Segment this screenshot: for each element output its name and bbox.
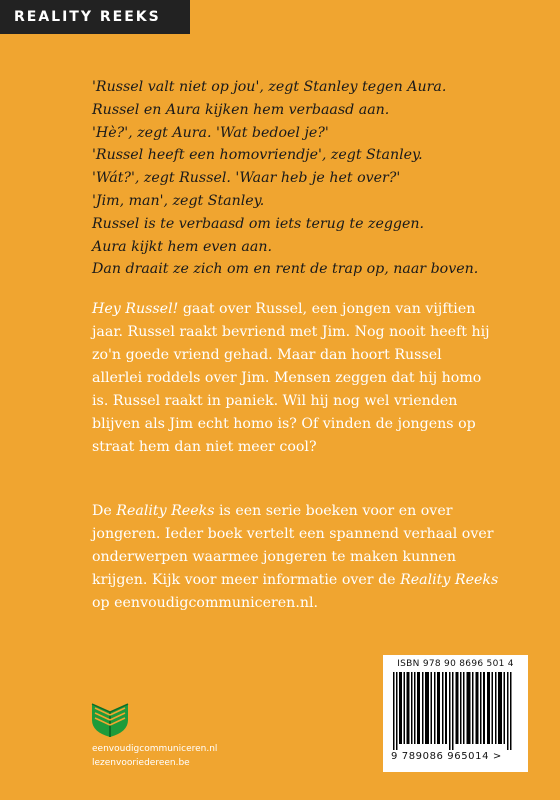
series-info-text: De <box>92 503 117 519</box>
barcode-bars <box>391 672 520 750</box>
excerpt-line: 'Jim, man', zegt Stanley. <box>92 192 265 209</box>
book-blurb <box>92 298 492 459</box>
barcode <box>383 655 528 772</box>
series-name: Reality Reeks <box>400 572 499 588</box>
series-info-text: op eenvoudigcommuniceren.nl. <box>92 595 319 611</box>
blurb-text: gaat over Russel, een jongen van vijftien jaar. Russel raakt bevriend met Jim. Nog nooit heeft hij zo'n goede vriend gehad. Maar dan hoort Russel allerlei roddels over Jim. Mensen zeggen dat hij homo is. Russel raakt in paniek. Wil hij nog wel vrienden blijven als Jim echt homo is? Of vinden de jongens op straat hem dan niet meer cool? <box>92 301 490 455</box>
publisher-link[interactable]: eenvoudigcommuniceren.nl <box>92 744 218 754</box>
excerpt-line: Russel en Aura kijken hem verbaasd aan. <box>92 101 390 118</box>
publisher-links <box>92 742 217 770</box>
excerpt-line: 'Russel valt niet op jou', zegt Stanley tegen Aura. <box>92 79 447 95</box>
isbn-label: ISBN 978 90 8696 501 4 <box>397 659 514 669</box>
publisher-link[interactable]: lezenvooriedereen.be <box>92 758 190 768</box>
excerpt-line: 'Wát?', zegt Russel. 'Waar heb je het over?' <box>92 170 401 187</box>
barcode-digits: 9 789086 965014 > <box>391 751 502 762</box>
series-info-text: is een serie boeken voor en over jongeren. Ieder boek vertelt een spannend verhaal over onderwerpen waarmee jongeren te maken kunnen krijgen. Kijk voor meer informatie over de <box>92 503 494 588</box>
series-description <box>92 500 512 615</box>
book-shield-icon <box>90 698 130 738</box>
excerpt-line: Dan draait ze zich om en rent de trap op, naar boven. <box>92 261 479 278</box>
series-label: REALITY REEKS <box>0 0 190 34</box>
book-title: Hey Russel! <box>92 301 179 317</box>
excerpt-line: 'Russel heeft een homovriendje', zegt Stanley. <box>92 147 423 164</box>
story-excerpt <box>92 76 532 281</box>
excerpt-line: 'Hè?', zegt Aura. 'Wat bedoel je?' <box>92 124 329 141</box>
excerpt-line: Russel is te verbaasd om iets terug te zeggen. <box>92 215 425 232</box>
excerpt-line: Aura kijkt hem even aan. <box>92 238 272 255</box>
series-name: Reality Reeks <box>116 503 215 519</box>
